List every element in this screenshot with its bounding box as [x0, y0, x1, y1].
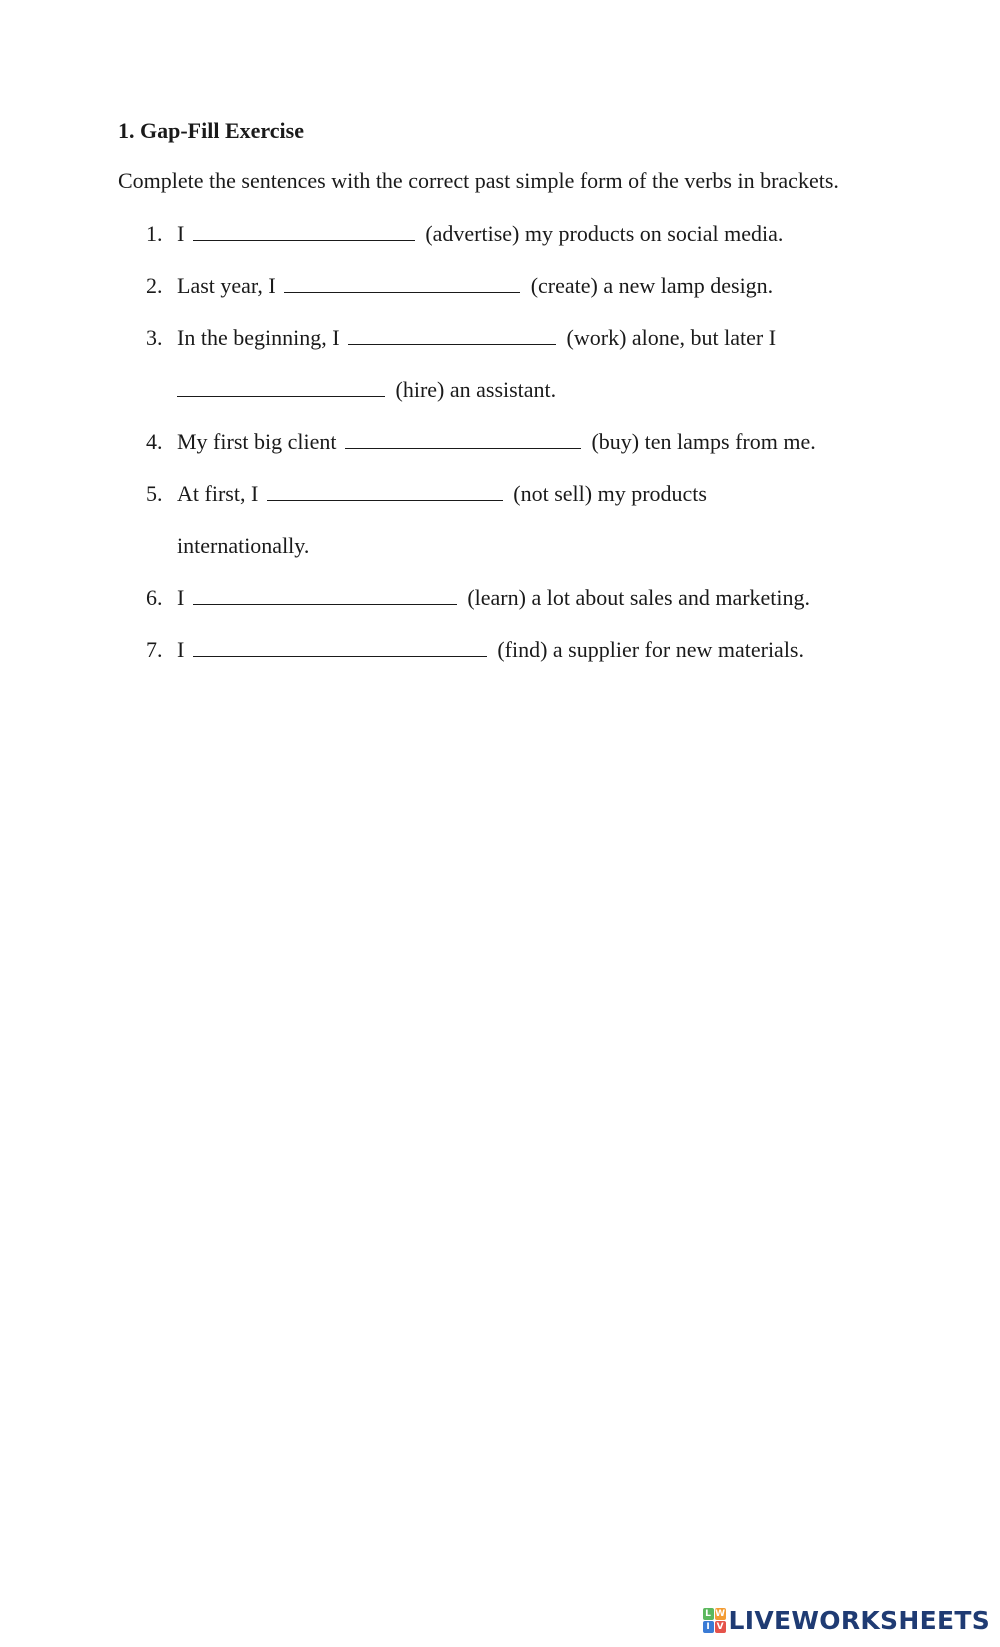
answer-gap[interactable] — [348, 326, 556, 345]
logo-mark-letter: V — [715, 1621, 726, 1633]
item-number: 6. — [146, 585, 163, 610]
item-text-after: (buy) ten lamps from me. — [591, 429, 816, 454]
item-text-before: I — [177, 585, 185, 610]
item-text-middle: (work) alone, but later I — [566, 325, 777, 350]
liveworksheets-logo — [703, 1605, 990, 1635]
item-number: 5. — [146, 481, 163, 506]
list-item — [118, 624, 898, 676]
item-number: 7. — [146, 637, 163, 662]
item-text-before: I — [177, 221, 185, 246]
item-number: 4. — [146, 429, 163, 454]
logo-mark-letter: L — [703, 1608, 714, 1620]
logo-text: LIVEWORKSHEETS — [728, 1605, 990, 1635]
list-item — [118, 312, 898, 416]
item-text-after: (create) a new lamp design. — [530, 273, 774, 298]
answer-gap[interactable] — [267, 482, 503, 501]
answer-gap[interactable] — [177, 378, 385, 397]
list-item — [118, 260, 898, 312]
logo-mark-letter: W — [715, 1609, 726, 1619]
item-text-before: In the beginning, I — [177, 325, 340, 350]
list-item — [118, 572, 898, 624]
answer-gap[interactable] — [284, 274, 520, 293]
item-text-after: (not sell) my products — [513, 481, 707, 506]
answer-gap[interactable] — [193, 222, 415, 241]
answer-gap[interactable] — [193, 586, 457, 605]
answer-gap[interactable] — [345, 430, 581, 449]
item-number: 3. — [146, 325, 163, 350]
list-item — [118, 416, 898, 468]
list-item — [118, 468, 898, 572]
item-text-before: Last year, I — [177, 273, 276, 298]
logo-mark-letter: I — [703, 1621, 714, 1633]
exercise-instructions: Complete the sentences with the correct past simple form of the verbs in brackets. — [118, 168, 839, 193]
item-text-continuation: internationally. — [177, 533, 310, 558]
liveworksheets-logo-icon — [703, 1608, 725, 1632]
item-text-after: (advertise) my products on social media. — [425, 221, 784, 246]
item-text-after: (find) a supplier for new materials. — [497, 637, 804, 662]
item-text-after: (hire) an assistant. — [395, 377, 557, 402]
item-number: 1. — [146, 221, 163, 246]
item-number: 2. — [146, 273, 163, 298]
item-text-before: My first big client — [177, 429, 337, 454]
exercise-list — [118, 208, 898, 676]
item-text-before: I — [177, 637, 185, 662]
worksheet-page — [118, 116, 898, 676]
answer-gap[interactable] — [193, 638, 487, 657]
list-item — [118, 208, 898, 260]
item-text-after: (learn) a lot about sales and marketing. — [467, 585, 811, 610]
item-text-before: At first, I — [177, 481, 259, 506]
exercise-heading: 1. Gap-Fill Exercise — [118, 118, 304, 143]
